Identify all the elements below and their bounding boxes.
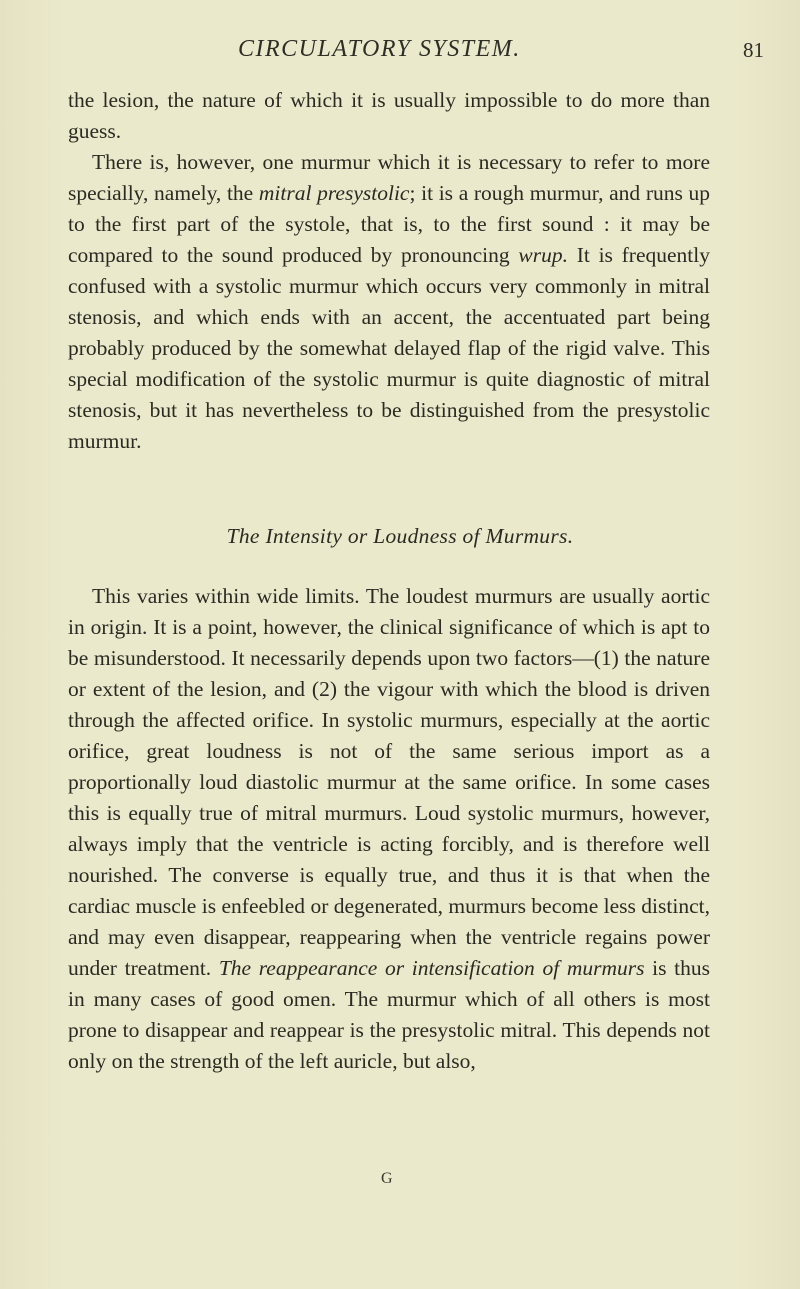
section-heading: The Intensity or Loudness of Murmurs. xyxy=(226,524,574,548)
paragraph-text: This varies within wide limits. The loudest murmurs are usually aortic in origin. It is a point, however, the clinical significance of which is apt to be misunderstood. It necessarily depends upon two factors—(1) the nature or extent of the lesion, and (2) the vigour with which the blood is driven through the affected orifice. In systolic murmurs, especially at the aortic orifice, great loudness is not of the same serious import as a proportionally loud diastolic murmur at the same orifice. In some cases this is equally true of mitral murmurs. Loud systolic murmurs, however, always imply that the ventricle is acting forcibly, and is therefore well nourished. The converse is equally true, and thus it is that when the cardiac muscle is enfeebled or degenerated, murmurs become less distinct, and may even disappear, reappearing when the ventricle regains power under treatment. xyxy=(68,584,710,980)
paragraph-intensity xyxy=(68,581,710,1077)
page-number: 81 xyxy=(743,38,764,62)
italic-term: The reappearance or intensification of murmurs xyxy=(218,956,645,980)
signature-mark: G xyxy=(381,1170,393,1187)
paragraph-text: ; it is a rough murmur, and runs up to the first part of the systole, that is, to the first sound : it may be compared to the sound produced by pronouncing xyxy=(68,181,711,267)
paragraph-continuation: the lesion, the nature of which it is usually impossible to do more than guess. xyxy=(68,88,710,143)
paragraph-text: is thus in many cases of good omen. The murmur which of all others is most prone to disappear and reappear is the presystolic mitral. This depends not only on the strength of the left auricle, but also, xyxy=(68,956,710,1073)
italic-term: wrup. xyxy=(518,243,568,267)
italic-term: mitral presystolic xyxy=(258,181,410,205)
paragraph-mitral-presystolic xyxy=(68,147,710,457)
paragraph-text: There is, however, one murmur which it is necessary to refer to more specially, namely, the xyxy=(68,150,710,205)
running-head xyxy=(0,36,800,66)
paragraph-text: It is frequently confused with a systolic murmur which occurs very commonly in mitral stenosis, and which ends with an accent, the accentuated part being probably produced by the somewhat delayed flap of the rigid valve. This special modification of the systolic murmur is quite diagnostic of mitral stenosis, but it has nevertheless to be distinguished from the presystolic murmur. xyxy=(68,243,710,453)
running-head-title: CIRCULATORY SYSTEM. xyxy=(238,36,521,62)
text-block-lower xyxy=(68,581,710,1077)
text-block-upper xyxy=(68,85,710,457)
